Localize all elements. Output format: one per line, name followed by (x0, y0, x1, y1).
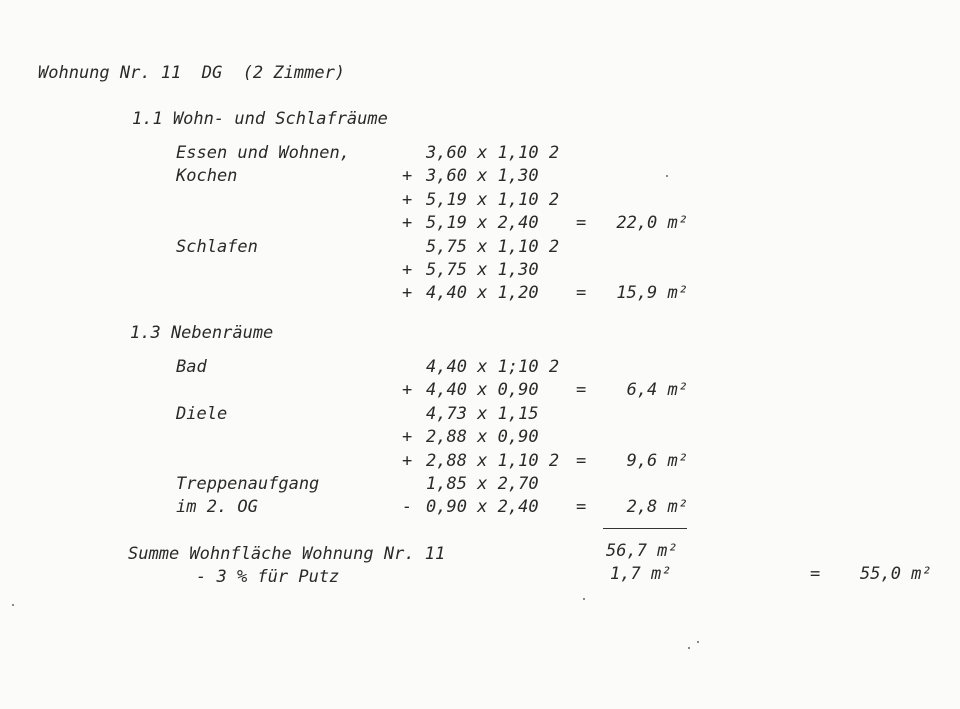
area-result: 9,6 m² (626, 450, 688, 471)
measurement-expression: 2,88 x 1,10 2 (426, 450, 560, 471)
measurement-expression: 4,40 x 1;10 2 (426, 357, 560, 377)
equals-sign: = (576, 283, 587, 304)
measurement-expression: 3,60 x 1,30 (426, 166, 539, 187)
operator-sign: + (402, 450, 413, 471)
area-result: 6,4 m² (626, 380, 688, 401)
measurement-expression: 4,40 x 1,20 (426, 283, 539, 304)
measurement-expression: 5,19 x 1,10 2 (426, 189, 560, 210)
equals-sign: = (576, 450, 587, 471)
operator-sign: + (402, 189, 413, 210)
scan-speck (666, 175, 668, 177)
section-heading-nebenraeume: 1.3 Nebenräume (130, 323, 274, 343)
sum-value: 56,7 m² (606, 541, 678, 561)
measurement-expression: 5,75 x 1,30 (426, 260, 539, 280)
scan-speck (583, 598, 585, 600)
room-label: Treppenaufgang (176, 474, 320, 494)
measurement-expression: 3,60 x 1,10 2 (426, 143, 560, 163)
operator-sign: + (402, 380, 413, 401)
measurement-expression: 5,75 x 1,10 2 (426, 236, 560, 257)
scan-speck (697, 641, 699, 643)
measurement-expression: 4,40 x 0,90 (426, 380, 539, 401)
measurement-expression: 5,19 x 2,40 (426, 213, 539, 234)
section-heading-wohn-schlafraeume: 1.1 Wohn- und Schlafräume (132, 109, 388, 129)
sum-label: Summe Wohnfläche Wohnung Nr. 11 (128, 544, 446, 564)
equals-sign: = (576, 497, 587, 518)
equals-sign: = (576, 380, 587, 401)
operator-sign: + (402, 283, 413, 304)
scan-speck (688, 647, 690, 649)
room-label: im 2. OG (176, 497, 258, 518)
sum-divider-line (603, 528, 687, 529)
area-result: 2,8 m² (626, 497, 688, 518)
final-value: 55,0 m² (860, 564, 932, 584)
deduction-label: - 3 % für Putz (196, 567, 340, 587)
measurement-expression: 2,88 x 0,90 (426, 427, 539, 448)
measurement-expression: 0,90 x 2,40 (426, 497, 539, 518)
deduction-value: 1,7 m² (610, 564, 672, 584)
equals-sign: = (576, 213, 587, 234)
area-result: 22,0 m² (616, 213, 688, 234)
room-label: Bad (176, 357, 207, 377)
operator-sign: + (402, 427, 413, 448)
area-result: 15,9 m² (616, 283, 688, 304)
scan-speck (12, 604, 14, 606)
final-equals-sign: = (810, 564, 821, 584)
operator-sign: - (402, 497, 413, 518)
measurement-expression: 4,73 x 1,15 (426, 403, 539, 424)
operator-sign: + (402, 260, 413, 280)
room-label: Kochen (176, 166, 238, 187)
room-label: Essen und Wohnen, (176, 143, 350, 163)
room-label: Schlafen (176, 236, 258, 257)
measurement-expression: 1,85 x 2,70 (426, 474, 539, 494)
operator-sign: + (402, 166, 413, 187)
room-label: Diele (176, 403, 228, 424)
document-title: Wohnung Nr. 11 DG (2 Zimmer) (38, 63, 346, 83)
operator-sign: + (402, 213, 413, 234)
